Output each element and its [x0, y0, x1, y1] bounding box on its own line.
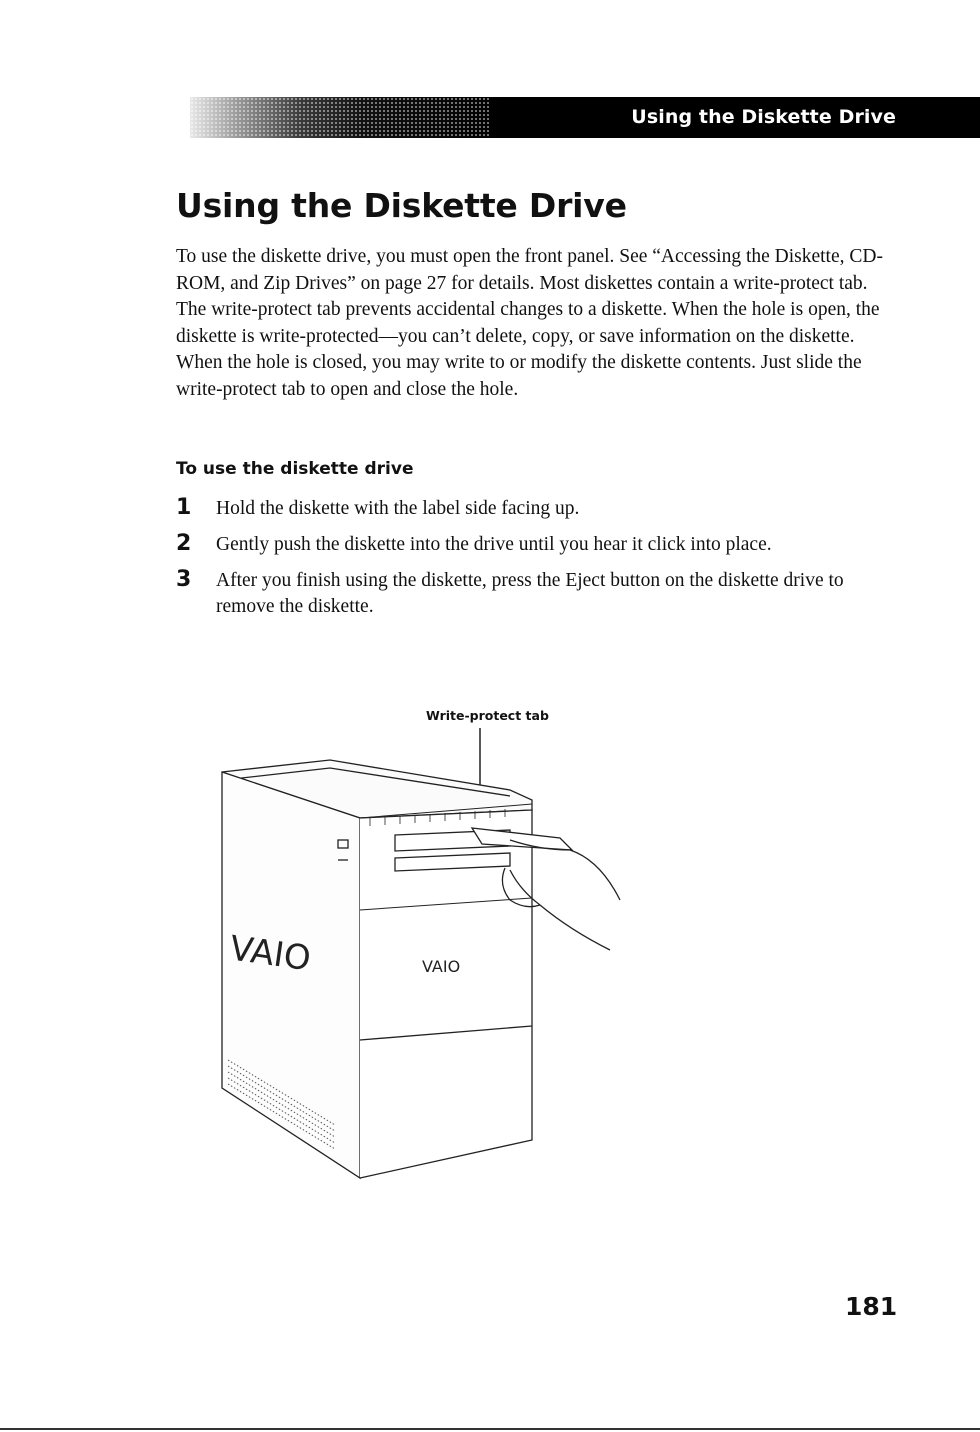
step-number: 1 [176, 495, 192, 520]
step-item [176, 568, 856, 620]
header-bar [190, 97, 980, 138]
procedure-title: To use the diskette drive [176, 459, 414, 479]
step-text: Hold the diskette with the label side facing up. [216, 498, 580, 519]
page-number: 181 [845, 1292, 898, 1321]
step-item [176, 496, 876, 522]
computer-illustration [210, 700, 650, 1190]
header-halftone [190, 97, 490, 138]
front-logo: VAIO [422, 957, 461, 976]
step-number: 2 [176, 531, 192, 556]
page-title: Using the Diskette Drive [176, 186, 627, 225]
tower-drawing [210, 700, 650, 1190]
write-protect-callout-label: Write-protect tab [426, 708, 549, 723]
side-logo: VAIO [227, 928, 314, 980]
step-text: After you finish using the diskette, press the Eject button on the diskette drive to remove the diskette. [216, 570, 844, 617]
bottom-rule [0, 1428, 980, 1430]
tower-front-panel [360, 810, 532, 1178]
step-text: Gently push the diskette into the drive until you hear it click into place. [216, 534, 772, 555]
step-item [176, 532, 816, 558]
step-number: 3 [176, 567, 192, 592]
running-header-title: Using the Diskette Drive [631, 106, 896, 128]
steps-list [176, 496, 876, 630]
intro-paragraph: To use the diskette drive, you must open the front panel. See “Accessing the Diskette, CD-ROM, and Zip Drives” on page 27 for details. Most diskettes contain a write-protect tab. The write-protect tab prevents accidental changes to a diskette. When the hole is open, the diskette is write-protected—you can’t delete, copy, or save information on the diskette. When the hole is closed, you may write to or modify the diskette contents. Just slide the write-protect tab to open and close the hole. [176, 246, 883, 400]
